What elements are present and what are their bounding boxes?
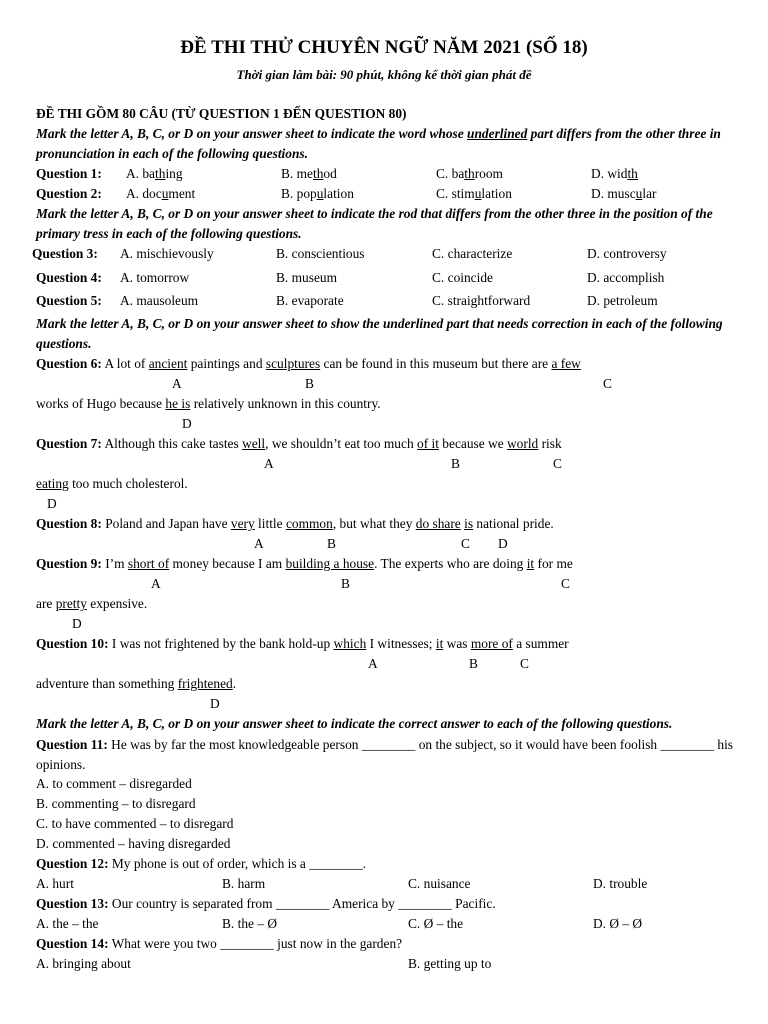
q1-option-d: D. width (591, 166, 638, 181)
question-9-line-1: Question 9: I’m short of money because I am building a house. The experts who are doing it for me (36, 556, 573, 571)
q8-marker-c: C (461, 536, 470, 551)
instruction-correct-answer: Mark the letter A, B, C, or D on your answer sheet to indicate the correct answer to each of the following questions. (36, 716, 673, 731)
q9-marker-a: A (151, 576, 161, 591)
q10-marker-a: A (368, 656, 378, 671)
q9-marker-d: D (72, 616, 82, 631)
q1-option-b: B. method (281, 166, 337, 181)
q12-option-a: A. hurt (36, 876, 74, 891)
question-1-label: Question 1: (36, 166, 102, 181)
q12-option-c: C. nuisance (408, 876, 471, 891)
q7-marker-b: B (451, 456, 460, 471)
q1-option-a: A. bathing (126, 166, 183, 181)
q3-option-d: D. controversy (587, 246, 667, 261)
q10-marker-d: D (210, 696, 220, 711)
q2-option-c: C. stimulation (436, 186, 512, 201)
instruction-correction: Mark the letter A, B, C, or D on your answer sheet to show the underlined part that needs correction in each of the following questions. (36, 316, 723, 351)
q2-option-a: A. document (126, 186, 196, 201)
q10-marker-c: C (520, 656, 529, 671)
instruction-stress: Mark the letter A, B, C, or D on your answer sheet to indicate the rod that differs from the other three in the position of the primary tress in each of the following questions. (36, 206, 713, 241)
q1-option-c: C. bathroom (436, 166, 503, 181)
q9-marker-b: B (341, 576, 350, 591)
q12-option-b: B. harm (222, 876, 266, 891)
q4-option-c: C. coincide (432, 270, 493, 285)
q5-option-a: A. mausoleum (120, 293, 199, 308)
q9-marker-c: C (561, 576, 570, 591)
q5-option-c: C. straightforward (432, 293, 531, 308)
question-2-label: Question 2: (36, 186, 102, 201)
question-3-label: Question 3: (32, 246, 98, 261)
section-heading: ĐỀ THI GỒM 80 CÂU (TỪ QUESTION 1 ĐẾN QUESTION 80) (36, 106, 407, 121)
q13-option-d: D. Ø – Ø (593, 916, 643, 931)
question-13-stem: Question 13: Our country is separated from ________ America by ________ Pacific. (36, 896, 496, 911)
question-9-line-2: are pretty expensive. (36, 596, 148, 611)
q8-marker-a: A (254, 536, 264, 551)
q3-option-c: C. characterize (432, 246, 513, 261)
question-4-label: Question 4: (36, 270, 102, 285)
q14-option-a: A. bringing about (36, 956, 131, 971)
q8-marker-b: B (327, 536, 336, 551)
question-6-line-2: works of Hugo because he is relatively unknown in this country. (36, 396, 381, 411)
q13-option-a: A. the – the (36, 916, 99, 931)
question-12-stem: Question 12: My phone is out of order, which is a ________. (36, 856, 367, 871)
q7-marker-c: C (553, 456, 562, 471)
q12-option-d: D. trouble (593, 876, 648, 891)
q4-option-d: D. accomplish (587, 270, 665, 285)
q6-marker-b: B (305, 376, 314, 391)
q6-marker-a: A (172, 376, 182, 391)
q7-marker-d: D (47, 496, 57, 511)
q11-option-d: D. commented – having disregarded (36, 836, 231, 851)
question-10-line-2: adventure than something frightened. (36, 676, 237, 691)
q3-option-b: B. conscientious (276, 246, 365, 261)
q11-option-c: C. to have commented – to disregard (36, 816, 234, 831)
q10-marker-b: B (469, 656, 478, 671)
question-5-label: Question 5: (36, 293, 102, 308)
question-10-line-1: Question 10: I was not frightened by the bank hold-up which I witnesses; it was more of a summer (36, 636, 569, 651)
q2-option-d: D. muscular (591, 186, 657, 201)
question-7-line-2: eating too much cholesterol. (36, 476, 188, 491)
q8-marker-d: D (498, 536, 508, 551)
question-6-line-1: Question 6: A lot of ancient paintings and sculptures can be found in this museum but there are a few (36, 356, 581, 371)
q13-option-c: C. Ø – the (408, 916, 464, 931)
q4-option-a: A. tomorrow (120, 270, 190, 285)
q14-option-b: B. getting up to (408, 956, 492, 971)
q11-option-b: B. commenting – to disregard (36, 796, 196, 811)
q13-option-b: B. the – Ø (222, 916, 278, 931)
question-7-line-1: Question 7: Although this cake tastes well, we shouldn’t eat too much of it because we world risk (36, 436, 562, 451)
page-subtitle: Thời gian làm bài: 90 phút, không kể thời gian phát đề (236, 67, 532, 82)
page-title: ĐỀ THI THỬ CHUYÊN NGỮ NĂM 2021 (SỐ 18) (180, 37, 588, 58)
q5-option-b: B. evaporate (276, 293, 344, 308)
q6-marker-c: C (603, 376, 612, 391)
q5-option-d: D. petroleum (587, 293, 658, 308)
q3-option-a: A. mischievously (120, 246, 214, 261)
q11-option-a: A. to comment – disregarded (36, 776, 192, 791)
q4-option-b: B. museum (276, 270, 338, 285)
question-8-line-1: Question 8: Poland and Japan have very little common, but what they do share is national pride. (36, 516, 554, 531)
q6-marker-d: D (182, 416, 192, 431)
instruction-pronunciation: Mark the letter A, B, C, or D on your answer sheet to indicate the word whose underlined part differs from the other three in pronunciation in each of the following questions. (36, 126, 721, 161)
q7-marker-a: A (264, 456, 274, 471)
question-11-stem: Question 11: He was by far the most knowledgeable person ________ on the subject, so it would have been foolish ________ his opinions. (36, 737, 733, 772)
question-14-stem: Question 14: What were you two ________ just now in the garden? (36, 936, 403, 951)
q2-option-b: B. population (281, 186, 354, 201)
